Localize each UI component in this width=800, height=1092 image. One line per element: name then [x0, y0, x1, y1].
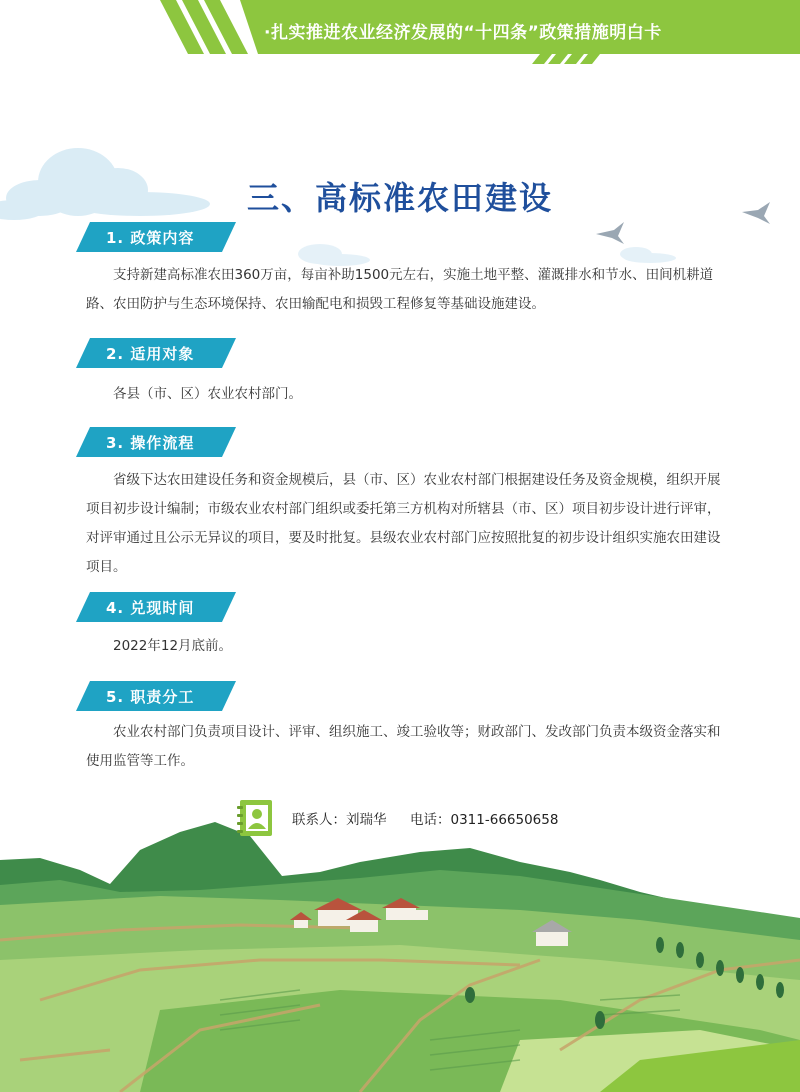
- contact-phone: 电话：0311-66650658: [410, 812, 559, 828]
- header-banner-text: ·扎实推进农业经济发展的“十四条”政策措施明白卡: [264, 23, 662, 43]
- section-body-responsibilities: 农业农村部门负责项目设计、评审、组织施工、竣工验收等；财政部门、发改部门负责本级资金落实和使用监管等工作。: [86, 724, 721, 769]
- section-body-fulfillment-time: 2022年12月底前。: [113, 638, 233, 654]
- contact-person-icon: [236, 798, 276, 838]
- section-heading-label: 2. 适用对象: [106, 345, 195, 363]
- section-body-applicable-target: 各县（市、区）农业农村部门。: [113, 386, 302, 402]
- farmland-illustration: [0, 820, 800, 1092]
- section-body-procedure: 省级下达农田建设任务和资金规模后，县（市、区）农业农村部门根据建设任务及资金规模，组织开展项目初步设计编制；市级农业农村部门组织或委托第三方机构对所辖县（市、区）项目初步设计进行评审，对评审通过且公示无异议的项目，要及时批复。县级农业农村部门应按照批复的初步设计组织实施农田建设项目。: [86, 472, 721, 575]
- page-title: 三、高标准农田建设: [246, 179, 553, 218]
- section-heading-procedure: [76, 427, 236, 457]
- contact-card: [236, 798, 596, 838]
- section-heading-label: 4. 兑现时间: [106, 599, 195, 617]
- section-body-policy-content: 支持新建高标准农田360万亩，每亩补助1500元左右，实施土地平整、灌溉排水和节水、田间机耕道路、农田防护与生态环境保持、农田输配电和损毁工程修复等基础设施建设。: [86, 267, 714, 312]
- section-heading-policy-content: [76, 222, 236, 252]
- section-heading-label: 5. 职责分工: [106, 688, 195, 706]
- section-heading-responsibilities: [76, 681, 236, 711]
- contact-person: 联系人：刘瑞华: [292, 812, 387, 828]
- section-heading-label: 3. 操作流程: [106, 434, 195, 452]
- section-heading-applicable-target: [76, 338, 236, 368]
- section-heading-fulfillment-time: [76, 592, 236, 622]
- section-heading-label: 1. 政策内容: [106, 229, 195, 247]
